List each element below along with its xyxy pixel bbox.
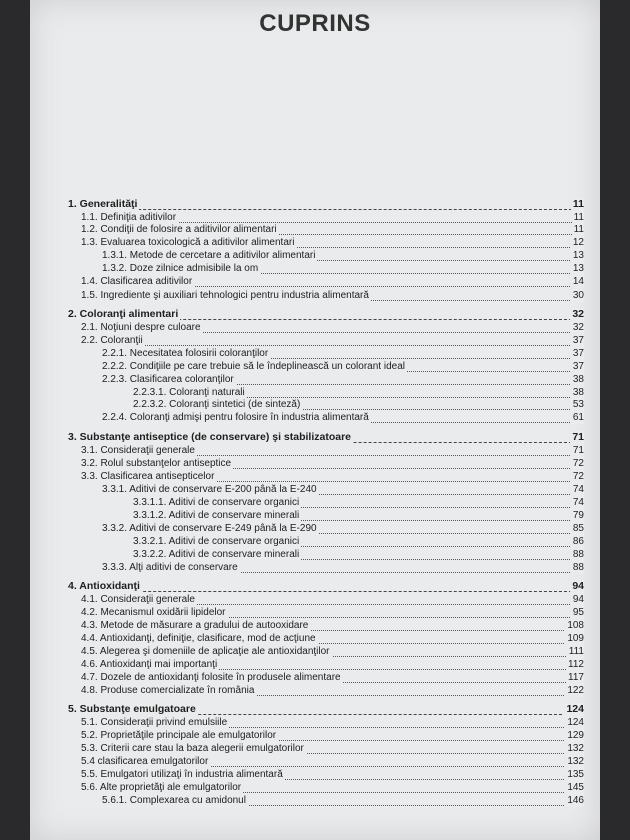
- toc-entry-title: 3.3.1.2. Aditivi de conservare minerali: [133, 510, 300, 521]
- toc-entry-title: 2.2.3.2. Coloranţi sintetici (de sinteză): [133, 399, 301, 410]
- toc-entry-title: 4. Antioxidanţi: [68, 580, 140, 592]
- toc-page-number: 95: [572, 607, 584, 618]
- toc-entry-title: 1.2. Condiţii de folosire a aditivilor alimentari: [81, 224, 277, 235]
- toc-page-number: 74: [572, 497, 584, 508]
- toc-entry-title: 2.1. Noţiuni despre culoare: [81, 322, 201, 333]
- toc-chapter-entry: [30, 580, 600, 593]
- toc-page-number: 86: [572, 536, 584, 547]
- toc-entry: [30, 794, 600, 807]
- toc-entry-title: 3.3.1. Aditivi de conservare E-200 până la E-240: [102, 484, 317, 495]
- toc-entry-title: 4.3. Metode de măsurare a gradului de autooxidare: [81, 620, 309, 631]
- toc-entry: [30, 444, 600, 457]
- toc-page-number: 38: [572, 387, 584, 398]
- toc-page-number: 146: [567, 795, 584, 806]
- toc-page-number: 32: [572, 308, 584, 320]
- toc-entry-title: 1. Generalităţi: [68, 198, 138, 210]
- toc-page-number: 124: [567, 717, 584, 728]
- toc-entry-title: 1.4. Clasificarea aditivilor: [81, 276, 193, 287]
- toc-page-number: 129: [567, 730, 584, 741]
- toc-entry-title: 3.3.2. Aditivi de conservare E-249 până la E-290: [102, 523, 317, 534]
- toc-entry: [30, 289, 600, 302]
- toc-entry: [30, 645, 600, 658]
- toc-page-number: 32: [572, 322, 584, 333]
- toc-entry-title: 2.2.3. Clasificarea coloranţilor: [102, 374, 234, 385]
- toc-entry-title: 1.3.2. Doze zilnice admisibile la om: [102, 263, 259, 274]
- toc-page-number: 94: [572, 594, 584, 605]
- book-page: [30, 0, 600, 840]
- toc-entry: [30, 742, 600, 755]
- toc-entry-title: 4.8. Produse comercializate în românia: [81, 685, 255, 696]
- toc-entry: [30, 411, 600, 424]
- toc-page-number: 72: [572, 458, 584, 469]
- toc-page-number: 11: [572, 198, 584, 210]
- toc-entry: [30, 373, 600, 386]
- toc-entry-title: 1.1. Definiţia aditivilor: [81, 212, 177, 223]
- toc-chapter-entry: [30, 308, 600, 321]
- toc-entry-title: 3.2. Rolul substanţelor antiseptice: [81, 458, 232, 469]
- toc-entry: [30, 347, 600, 360]
- toc-page-number: 13: [572, 263, 584, 274]
- toc-page-number: 108: [567, 620, 584, 631]
- toc-entry: [30, 321, 600, 334]
- toc-entry-title: 5.6. Alte proprietăţi ale emulgatorilor: [81, 782, 242, 793]
- toc-page-number: 37: [572, 361, 584, 372]
- toc-entry: [30, 360, 600, 373]
- toc-page-number: 53: [572, 399, 584, 410]
- toc-page-number: 13: [572, 250, 584, 261]
- toc-entry: [30, 334, 600, 347]
- toc-entry-title: 1.5. Ingrediente şi auxiliari tehnologici pentru industria alimentară: [81, 290, 369, 301]
- toc-entry-title: 4.6. Antioxidanţi mai importanţi: [81, 659, 218, 670]
- toc-page-number: 71: [572, 445, 584, 456]
- toc-entry-title: 5.4 clasificarea emulgatorilor: [81, 756, 209, 767]
- toc-entry: [30, 619, 600, 632]
- toc-page-number: 85: [572, 523, 584, 534]
- toc-page-number: 38: [572, 374, 584, 385]
- toc-entry: [30, 768, 600, 781]
- toc-entry-title: 4.2. Mecanismul oxidării lipidelor: [81, 607, 226, 618]
- toc-page-number: 79: [572, 510, 584, 521]
- toc-page-number: 37: [572, 348, 584, 359]
- toc-page-number: 112: [568, 659, 584, 670]
- toc-entry: [30, 593, 600, 606]
- toc-page-number: 37: [572, 335, 584, 346]
- toc-page-number: 11: [573, 224, 584, 235]
- toc-entry-title: 5. Substanţe emulgatoare: [68, 703, 196, 715]
- toc-entry: [30, 729, 600, 742]
- toc-page-number: 94: [572, 580, 584, 592]
- toc-entry: [30, 398, 600, 411]
- toc-entry-title: 5.2. Proprietăţile principale ale emulgatorilor: [81, 730, 277, 741]
- toc-entry-title: 5.1. Consideraţii privind emulsiile: [81, 717, 228, 728]
- toc-entry-title: 2.2.1. Necesitatea folosirii coloranţilor: [102, 348, 269, 359]
- toc-page-number: 30: [572, 290, 584, 301]
- toc-entry-title: 2. Coloranţi alimentari: [68, 308, 179, 320]
- toc-entry-title: 3.3.1.1. Aditivi de conservare organici: [133, 497, 300, 508]
- toc-entry-title: 4.4. Antioxidanţi, definiţie, clasificare, mod de acţiune: [81, 633, 316, 644]
- toc-entry: [30, 632, 600, 645]
- toc-entry: [30, 236, 600, 249]
- toc-page-number: 88: [572, 549, 584, 560]
- toc-page-number: 132: [567, 756, 584, 767]
- table-of-contents: [30, 0, 600, 840]
- toc-entry-title: 4.5. Alegerea şi domeniile de aplicaţie ale antioxidanţilor: [81, 646, 330, 657]
- toc-page-number: 71: [572, 431, 584, 443]
- toc-entry-title: 2.2. Coloranţii: [81, 335, 143, 346]
- toc-entry: [30, 457, 600, 470]
- toc-page-number: 145: [567, 782, 584, 793]
- toc-entry: [30, 561, 600, 574]
- toc-chapter-entry: [30, 198, 600, 211]
- toc-entry: [30, 781, 600, 794]
- dot-leader: [81, 334, 582, 346]
- toc-page-number: 88: [572, 562, 584, 573]
- toc-entry-title: 2.2.4. Coloranţi admişi pentru folosire în industria alimentară: [102, 412, 369, 423]
- toc-entry-title: 4.1. Consideraţii generale: [81, 594, 195, 605]
- toc-entry: [30, 262, 600, 275]
- toc-entry-title: 1.3.1. Metode de cercetare a aditivilor alimentari: [102, 250, 316, 261]
- toc-entry: [30, 716, 600, 729]
- toc-entry: [30, 483, 600, 496]
- toc-page-number: 14: [572, 276, 584, 287]
- toc-page-number: 74: [572, 484, 584, 495]
- toc-entry-title: 3.3. Clasificarea antisepticelor: [81, 471, 215, 482]
- toc-entry-title: 3.3.2.2. Aditivi de conservare minerali: [133, 549, 300, 560]
- toc-entry: [30, 606, 600, 619]
- toc-entry-title: 4.7. Dozele de antioxidanţi folosite în produsele alimentare: [81, 672, 341, 683]
- toc-entry: [30, 535, 600, 548]
- dot-leader: [68, 580, 582, 592]
- toc-page-number: 132: [567, 743, 584, 754]
- toc-entry: [30, 496, 600, 509]
- toc-entry: [30, 509, 600, 522]
- dot-leader: [68, 198, 582, 210]
- toc-entry: [30, 249, 600, 262]
- toc-entry-title: 3. Substanţe antiseptice (de conservare) şi stabilizatoare: [68, 431, 352, 443]
- toc-entry: [30, 684, 600, 697]
- page-title: CUPRINS: [259, 10, 371, 37]
- toc-page-number: 122: [567, 685, 584, 696]
- toc-page-number: 117: [568, 672, 584, 683]
- toc-entry: [30, 671, 600, 684]
- toc-entry-title: 2.2.3.1. Coloranţi naturali: [133, 387, 245, 398]
- toc-page-number: 11: [573, 212, 584, 223]
- toc-entry-title: 3.3.2.1. Aditivi de conservare organici: [133, 536, 300, 547]
- toc-entry-title: 2.2.2. Condiţiile pe care trebuie să le îndeplinească un colorant ideal: [102, 361, 405, 372]
- toc-entry: [30, 223, 600, 236]
- toc-chapter-entry: [30, 431, 600, 444]
- toc-entry: [30, 470, 600, 483]
- toc-page-number: 109: [567, 633, 584, 644]
- toc-entry-title: 5.6.1. Complexarea cu amidonul: [102, 795, 246, 806]
- toc-page-number: 12: [572, 237, 584, 248]
- toc-entry-title: 5.3. Criterii care stau la baza alegerii emulgatorilor: [81, 743, 304, 754]
- toc-entry-title: 3.1. Consideraţii generale: [81, 445, 195, 456]
- toc-entry: [30, 548, 600, 561]
- toc-chapter-entry: [30, 703, 600, 716]
- toc-entry: [30, 275, 600, 288]
- toc-page-number: 61: [572, 412, 584, 423]
- toc-entry: [30, 658, 600, 671]
- toc-page-number: 124: [566, 703, 584, 715]
- toc-page-number: 111: [568, 646, 584, 657]
- toc-entry: [30, 755, 600, 768]
- toc-entry-title: 5.5. Emulgatori utilizaţi în industria alimentară: [81, 769, 283, 780]
- toc-entry-title: 1.3. Evaluarea toxicologică a aditivilor alimentari: [81, 237, 295, 248]
- toc-page-number: 135: [567, 769, 584, 780]
- toc-entry: [30, 522, 600, 535]
- toc-entry-title: 3.3.3. Alţi aditivi de conservare: [102, 562, 238, 573]
- toc-page-number: 72: [572, 471, 584, 482]
